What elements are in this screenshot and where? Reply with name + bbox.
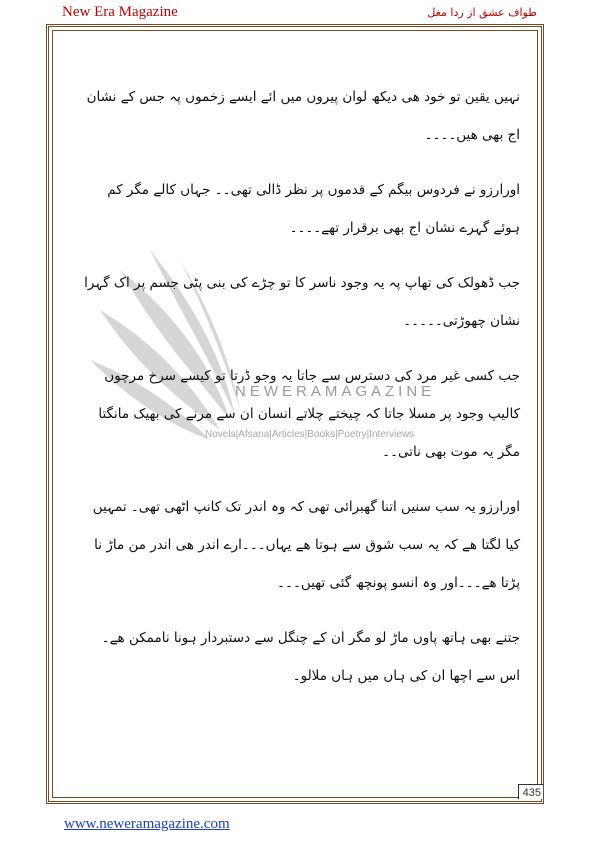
story-text [80,78,520,712]
paragraph: جب ڈھولک کی تھاپ پہ یہ وجود ناسر کا تو چڑے کی بنی پٹی جسم پر اک گہرا نشان چھوڑتی۔۔۔۔۔ [84,275,520,329]
paragraph: اورارزو نے فردوس بیگم کے قدموں پر نظر ڈالی تھی۔۔ جہاں کالے مگر کم ہوئے گہرے نشان اج بھی برقرار تھے۔۔۔۔ [107,182,520,236]
paragraph: اورارزو یہ سب سنیں اتنا گھبرائی تھی کہ وہ اندر تک کانپ اٹھی تھی۔ تمہیں کیا لگتا ھے کہ یہ سب شوق سے ہوتا ھے یہاں۔۔۔ارے اندر ھی اندر من ماڑ نا پڑتا ھے۔۔۔اور وہ انسو پونچھ گئی تھیں۔۔۔ [92,499,520,591]
paragraph: نہیں یقین تو خود ھی دیکھ لوان پیروں میں ائے ایسے زخموں پہ جس کے نشان اج بھی ھیں۔۔۔۔ [86,89,520,143]
magazine-name: New Era Magazine [62,4,178,20]
watermark-title: NEWERAMAGAZINE [235,383,436,400]
paragraph: جتنے بھی ہاتھ پاوں ماڑ لو مگر ان کے چنگل سے دستبردار ہونا ناممکن ھے۔ اس سے اچھا ان کی ہاں میں ہاں ملالو۔ [101,630,520,684]
paragraph: جب کسی غیر مرد کی دسترس سے جاتا یہ وجو ڈرتا تو کیسے سرخ مرچوں کالیپ وجود پر مسلا جاتا کہ چیختے چلاتے انسان ان سے مرنے کی بھیک مانگتا مگر یہ موت بھی ناتی۔۔ [98,368,520,460]
watermark-subtitle: Novels|Afsana|Articles|Books|Poetry|Interviews [205,429,415,440]
novel-title: طواف عشق از ردا مغل [427,6,537,19]
page-number: 435 [518,784,543,799]
footer-link[interactable]: www.neweramagazine.com [64,816,230,832]
